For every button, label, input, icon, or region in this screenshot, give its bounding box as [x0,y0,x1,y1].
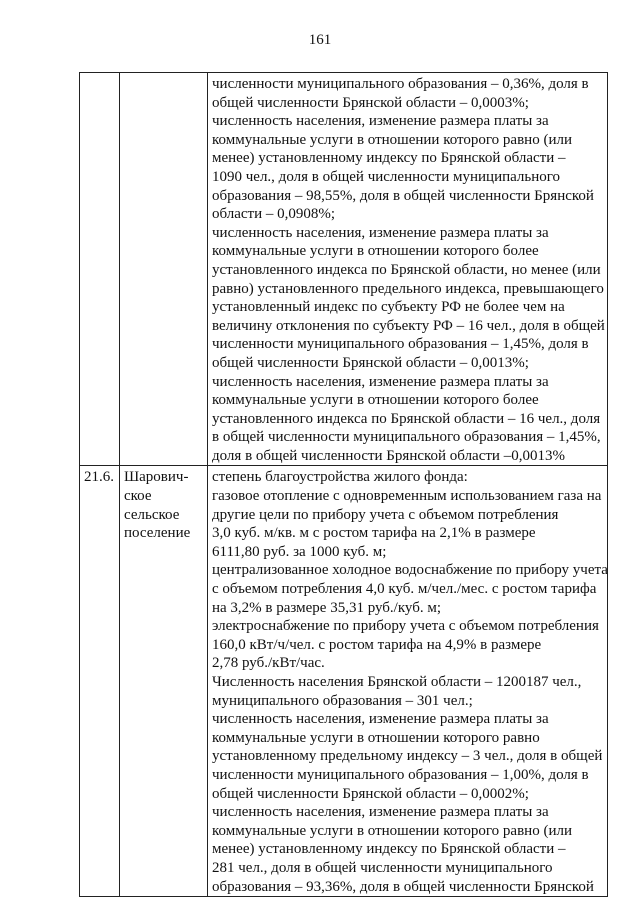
description-line: 160,0 кВт/ч/чел. с ростом тарифа на 4,9% в размере [212,636,542,653]
settlement-name-line: Шарович- [124,469,189,486]
description-line: численности муниципального образования – 1,45%, доля в [212,336,589,353]
description-line: общей численности Брянской области – 0,0002%; [212,785,529,802]
description-line: общей численности Брянской области – 0,0003%; [212,94,529,111]
description-line: общей численности Брянской области – 0,0013%; [212,354,529,371]
description-line: 1090 чел., доля в общей численности муниципального [212,168,561,185]
description-line: 3,0 куб. м/кв. м с ростом тарифа на 2,1% в размере [212,525,536,542]
description-line: численности муниципального образования – 1,00%, доля в [212,766,589,783]
description-line: образования – 98,55%, доля в общей численности Брянской [212,187,594,204]
description-line: с объемом потребления 4,0 куб. м/чел./мес. с ростом тарифа [212,581,597,598]
row-number-cell [80,466,120,897]
description-line: газовое отопление с одновременным использованием газа на [212,488,602,505]
description-line: установленного индекса по Брянской области, но менее (или [212,261,601,278]
description-line: другие цели по прибору учета с объемом потребления [212,506,559,523]
settlement-name-cell [120,466,208,897]
description-line: коммунальные услуги в отношении которого равно (или [212,131,572,148]
description-line: коммунальные услуги в отношении которого равно [212,729,540,746]
row-number: 21.6. [84,469,114,486]
description-line: в общей численности муниципального образования – 1,45%, [212,429,601,446]
description-line: численность населения, изменение размера платы за [212,224,549,241]
description-line: коммунальные услуги в отношении которого более [212,243,539,260]
description-line: численность населения, изменение размера платы за [212,113,549,130]
settlement-name-line: поселение [124,525,191,542]
tariff-table [79,72,608,897]
description-line: менее) установленному индексу по Брянской области – [212,841,566,858]
table-row-continuation [80,73,608,466]
description-line: численность населения, изменение размера платы за [212,804,549,821]
description-cell [208,466,608,897]
page-number: 161 [308,32,332,48]
description-line: 281 чел., доля в общей численности муниципального [212,859,553,876]
description-line: численность населения, изменение размера платы за [212,373,549,390]
description-line: образования – 93,36%, доля в общей численности Брянской [212,878,594,895]
description-line: степень благоустройства жилого фонда: [212,469,468,486]
settlement-name-cell [120,73,208,466]
description-line: менее) установленному индексу по Брянской области – [212,150,566,167]
description-line: Численность населения Брянской области – 1200187 чел., [212,674,582,690]
description-line: на 3,2% в размере 35,31 руб./куб. м; [212,599,442,616]
description-line: равно) установленного предельного индекса, превышающего [212,280,604,297]
description-line: численность населения, изменение размера платы за [212,711,549,728]
description-line: электроснабжение по прибору учета с объемом потребления [212,618,599,635]
description-line: коммунальные услуги в отношении которого более [212,392,539,409]
description-line: 6111,80 руб. за 1000 куб. м; [212,543,387,560]
description-line: 2,78 руб./кВт/час. [212,655,325,672]
description-line: доля в общей численности Брянской области –0,0013% [212,447,565,464]
row-number-cell [80,73,120,466]
description-line: централизованное холодное водоснабжение по прибору учета [212,562,608,579]
description-line: установленный индекс по субъекту РФ не более чем на [212,299,565,316]
description-line: величину отклонения по субъекту РФ – 16 чел., доля в общей [212,317,605,334]
description-cell [208,73,608,466]
description-line: области – 0,0908%; [212,206,336,223]
description-line: коммунальные услуги в отношении которого равно (или [212,822,572,839]
settlement-name-line: ское [124,488,152,505]
description-line: установленному предельному индексу – 3 чел., доля в общей [212,748,603,765]
table-row-21-6 [80,466,608,897]
description-line: установленного индекса по Брянской области – 16 чел., доля [212,410,601,427]
description-line: численности муниципального образования – 0,36%, доля в [212,76,589,92]
description-line: муниципального образования – 301 чел.; [212,692,473,709]
settlement-name-line: сельское [124,506,180,523]
